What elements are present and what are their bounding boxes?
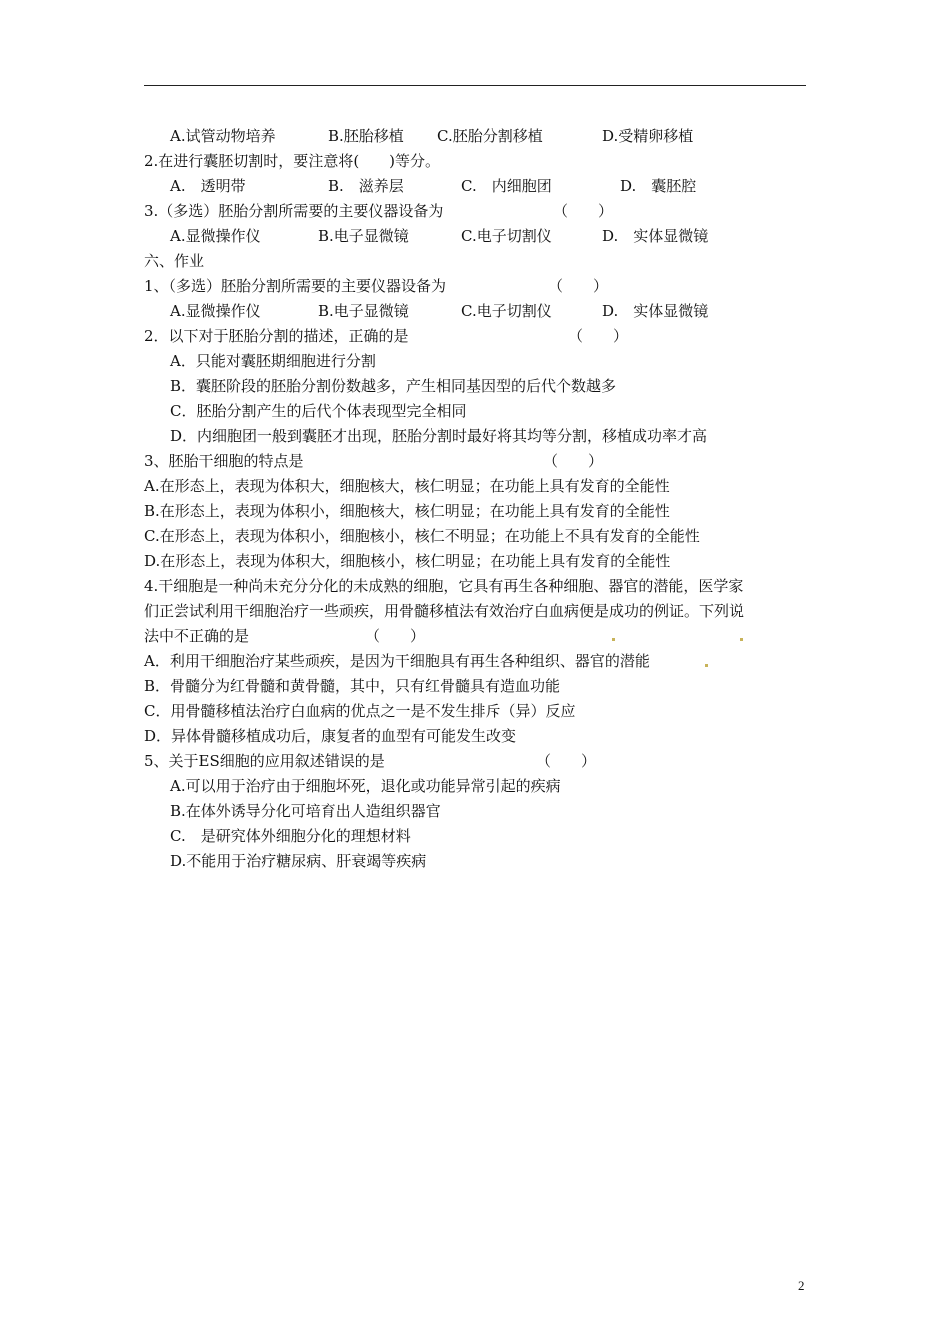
hw2-answer-paren: （ ） [568, 327, 629, 345]
hw4-option-a: A．利用干细胞治疗某些顽疾，是因为干细胞具有再生各种组织、器官的潜能 [144, 652, 650, 670]
hw1-option-d: D. 实体显微镜 [602, 302, 709, 320]
hw3-option-c: C.在形态上，表现为体积小，细胞核小，核仁不明显；在功能上不具有发育的全能性 [144, 527, 700, 545]
hw2-option-b: B．囊胚阶段的胚胎分割份数越多，产生相同基因型的后代个数越多 [170, 377, 617, 395]
hw5-option-b: B.在体外诱导分化可培育出人造组织器官 [170, 802, 441, 820]
hw2-option-c: C．胚胎分割产生的后代个体表现型完全相同 [170, 402, 467, 420]
stray-mark [612, 638, 615, 641]
header-rule [144, 85, 806, 86]
hw5-answer-paren: （ ） [536, 752, 597, 770]
section-title: 六、作业 [144, 252, 205, 270]
q3-stem: 3.（多选）胚胎分割所需要的主要仪器设备为 [144, 202, 444, 220]
q1-option-a: A.试管动物培养 [170, 127, 276, 145]
hw4-option-c: C．用骨髓移植法治疗白血病的优点之一是不发生排斥（异）反应 [144, 702, 576, 720]
hw1-answer-paren: （ ） [548, 277, 609, 295]
stray-mark [740, 638, 743, 641]
hw5-stem: 5、关于ES细胞的应用叙述错误的是 [144, 752, 385, 770]
hw5-option-c: C. 是研究体外细胞分化的理想材料 [170, 827, 411, 845]
q3-option-c: C.电子切割仪 [461, 227, 552, 245]
hw1-option-a: A.显微操作仪 [170, 302, 261, 320]
hw4-option-d: D．异体骨髓移植成功后，康复者的血型有可能发生改变 [144, 727, 517, 745]
hw4-stem-line-3: 法中不正确的是 [144, 627, 250, 645]
hw5-option-d: D.不能用于治疗糖尿病、肝衰竭等疾病 [170, 852, 427, 870]
page-number: 2 [798, 1278, 805, 1293]
hw4-option-b: B．骨髓分为红骨髓和黄骨髓，其中，只有红骨髓具有造血功能 [144, 677, 561, 695]
q3-answer-paren: （ ） [553, 202, 614, 220]
q3-option-a: A.显微操作仪 [170, 227, 261, 245]
q2-option-a: A. 透明带 [170, 177, 246, 195]
hw2-option-d: D．内细胞团一般到囊胚才出现，胚胎分割时最好将其均等分割，移植成功率才高 [170, 427, 708, 445]
hw3-option-d: D.在形态上，表现为体积大，细胞核小，核仁明显；在功能上具有发育的全能性 [144, 552, 671, 570]
hw5-option-a: A.可以用于治疗由于细胞坏死，退化或功能异常引起的疾病 [170, 777, 561, 795]
q2-stem: 2.在进行囊胚切割时，要注意将( )等分。 [144, 152, 441, 170]
hw4-answer-paren: （ ） [365, 627, 426, 645]
hw3-option-a: A.在形态上，表现为体积大，细胞核大，核仁明显；在功能上具有发育的全能性 [144, 477, 670, 495]
hw4-stem-line-2: 们正尝试利用干细胞治疗一些顽疾，用骨髓移植法有效治疗白血病便是成功的例证。下列说 [144, 602, 745, 620]
q3-option-d: D. 实体显微镜 [602, 227, 709, 245]
stray-mark [705, 664, 708, 667]
hw4-stem-line-1: 4.干细胞是一种尚未充分分化的未成熟的细胞，它具有再生各种细胞、器官的潜能，医学家 [144, 577, 744, 595]
hw3-answer-paren: （ ） [543, 452, 604, 470]
q1-option-b: B.胚胎移植 [328, 127, 404, 145]
q1-option-d: D.受精卵移植 [602, 127, 694, 145]
q2-option-c: C. 内细胞团 [461, 177, 552, 195]
hw1-option-b: B.电子显微镜 [318, 302, 409, 320]
hw2-stem: 2．以下对于胚胎分割的描述，正确的是 [144, 327, 409, 345]
hw1-stem: 1、（多选）胚胎分割所需要的主要仪器设备为 [144, 277, 447, 295]
q3-option-b: B.电子显微镜 [318, 227, 409, 245]
q1-option-c: C.胚胎分割移植 [437, 127, 543, 145]
hw3-option-b: B.在形态上，表现为体积小，细胞核大，核仁明显；在功能上具有发育的全能性 [144, 502, 670, 520]
hw2-option-a: A．只能对囊胚期细胞进行分割 [170, 352, 376, 370]
hw3-stem: 3、胚胎干细胞的特点是 [144, 452, 304, 470]
q2-option-d: D. 囊胚腔 [620, 177, 697, 195]
q2-option-b: B. 滋养层 [328, 177, 404, 195]
hw1-option-c: C.电子切割仪 [461, 302, 552, 320]
